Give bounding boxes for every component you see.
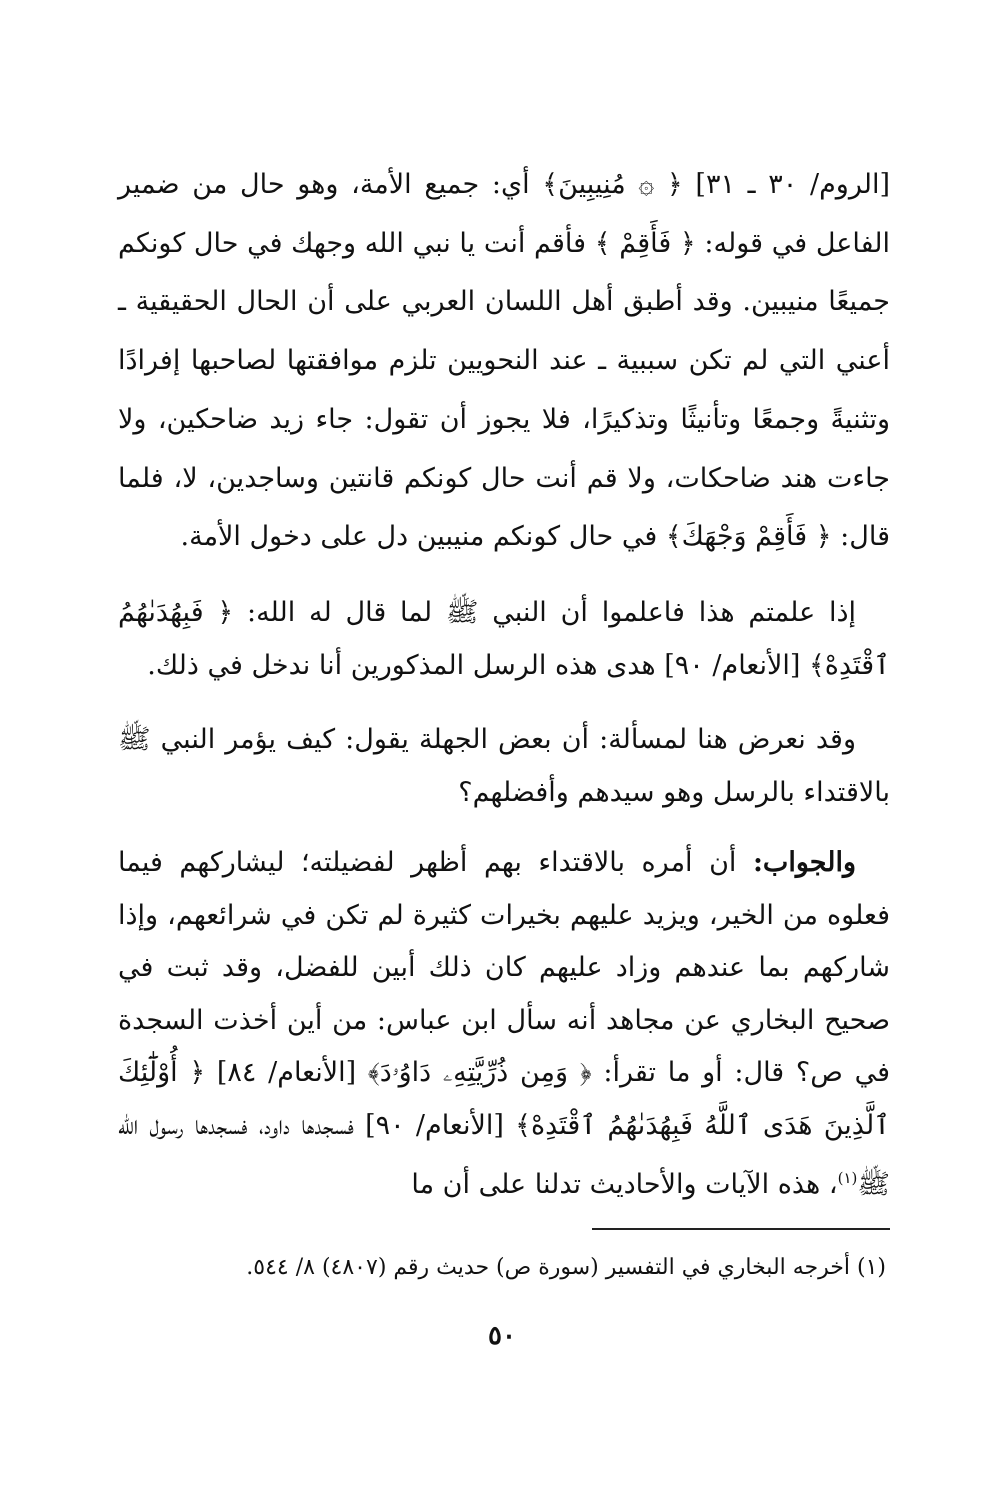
- paragraph-2: إذا علمتم هذا فاعلموا أن النبي ﷺ لما قال له الله: ﴿ فَبِهُدَىٰهُمُ ٱقْتَدِهْ﴾ [الأنعام/ ٩٠] هدى هذه الرسل المذكورين أنا ندخل في ذلك.: [118, 597, 890, 681]
- footnote-reference: (١): [837, 1169, 858, 1187]
- answer-text: أن أمره بالاقتداء بهم أظهر لفضيلته؛ ليشاركهم فيما فعلوه من الخير، ويزيد عليهم بخيرات كثيرة لم تكن في شرائعهم، وإذا شاركهم بما عندهم وزاد عليهم كان ذلك أبين للفضل، وقد ثبت في صحيح البخاري عن مجاهد أنه سأل ابن عباس: من أين أخذت السجدة في ص؟ قال: أو ما تقرأ: ﴿ وَمِن ذُرِّيَّتِهِۦ دَاوُۥدَ﴾ [الأنعام/ ٨٤] ﴿ أُوْلَٰٓئِكَ ٱلَّذِينَ هَدَى ٱللَّهُ فَبِهُدَىٰهُمُ ٱقْتَدِهْ﴾ [الأنعام/ ٩٠] فسجدها داود، فسجدها رسول الله ﷺ: [118, 847, 891, 1200]
- paragraph-4: [118, 837, 890, 1212]
- paragraph-3: وقد نعرض هنا لمسألة: أن بعض الجهلة يقول: كيف يؤمر النبي ﷺ بالاقتداء بالرسل وهو سيدهم وأفضلهم؟: [118, 724, 890, 808]
- paragraph-1: [الروم/ ٣٠ ـ ٣١] ﴿ ۞ مُنِيبِينَ﴾ أي: جميع الأمة، وهو حال من ضمير الفاعل في قوله: ﴿ فَأَقِمْ ﴾ فأقم أنت يا نبي الله وجهك في حال كونكم جميعًا منيبين. وقد أطبق أهل اللسان العربي على أن الحال الحقيقية ـ أعني التي لم تكن سببية ـ عند النحويين تلزم موافقتها لصاحبها إفرادًا وتثنيةً وجمعًا وتأنيثًا وتذكيرًا، فلا يجوز أن تقول: جاء زيد ضاحكين، ولا جاءت هند ضاحكات، ولا قم أنت حال كونكم قانتين وساجدين، لا، فلما قال: ﴿ فَأَقِمْ وَجْهَكَ﴾ في حال كونكم منيبين دل على دخول الأمة.: [118, 169, 890, 553]
- page-number: ٥٠: [488, 1321, 516, 1351]
- footnote-separator: [592, 1228, 890, 1230]
- answer-tail: ، هذه الآيات والأحاديث تدلنا على أن ما: [411, 1169, 838, 1200]
- answer-label: والجواب:: [752, 847, 856, 878]
- footnote: (١) أخرجه البخاري في التفسير (سورة ص) حديث رقم (٤٨٠٧) ٨/ ٥٤٤.: [246, 1255, 886, 1280]
